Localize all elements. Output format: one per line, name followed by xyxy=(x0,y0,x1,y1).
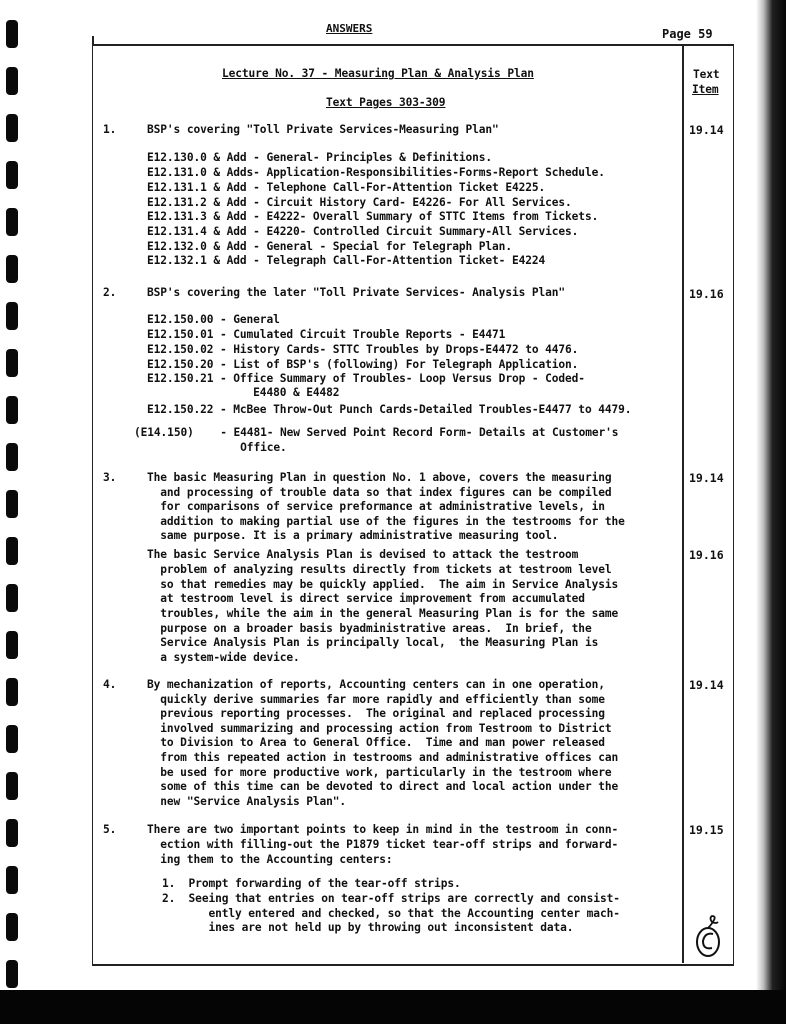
answer-heading: BSP's covering "Toll Private Services-Measuring Plan" xyxy=(147,123,499,136)
binder-hole xyxy=(6,819,18,847)
answer-line: E12.132.1 & Add - Telegraph Call-For-Attention Ticket- E4224 xyxy=(147,254,546,267)
binder-hole xyxy=(6,537,18,565)
answer-line: E12.150.20 - List of BSP's (following) For Telegraph Application. xyxy=(147,358,579,371)
sub-item: ently entered and checked, so that the Accounting center mach- xyxy=(162,907,620,920)
answer-line: E12.131.0 & Adds- Application-Responsibilities-Forms-Report Schedule. xyxy=(147,166,605,179)
answer-line: and processing of trouble data so that index figures can be compiled xyxy=(147,486,612,499)
text-item-ref: 19.15 xyxy=(689,823,724,837)
signature-mark-icon xyxy=(690,910,730,960)
binder-hole xyxy=(6,490,18,518)
answer-line: There are two important points to keep in mind in the testroom in conn- xyxy=(147,823,619,836)
text-item-ref: 19.16 xyxy=(689,287,724,301)
answer-line: same purpose. It is a primary administrative measuring tool. xyxy=(147,529,559,542)
column-header-item: Item xyxy=(692,83,719,96)
sub-item: 1. Prompt forwarding of the tear-off strips. xyxy=(162,877,461,890)
answer-line: ection with filling-out the P1879 ticket tear-off strips and forward- xyxy=(147,838,619,851)
scan-border xyxy=(0,990,786,1024)
answer-line: at testroom level is direct service improvement from accumulated xyxy=(147,592,585,605)
binder-hole xyxy=(6,725,18,753)
text-pages: Text Pages 303-309 xyxy=(326,96,446,109)
answer-line: problem of analyzing results directly from tickets at testroom level xyxy=(147,563,612,576)
answer-number: 5. xyxy=(103,823,117,836)
answer-line: The basic Measuring Plan in question No. 1 above, covers the measuring xyxy=(147,471,612,484)
binder-hole xyxy=(6,960,18,988)
binder-hole xyxy=(6,866,18,894)
answer-line: E12.150.01 - Cumulated Circuit Trouble Reports - E4471 xyxy=(147,328,506,341)
answer-line: involved summarizing and processing action from Testroom to District xyxy=(147,722,612,735)
answer-line: to Division to Area to General Office. Time and man power released xyxy=(147,736,605,749)
column-header-text: Text xyxy=(693,68,720,81)
answer-line: The basic Service Analysis Plan is devised to attack the testroom xyxy=(147,548,579,561)
answer-line: E12.150.02 - History Cards- STTC Troubles by Drops-E4472 to 4476. xyxy=(147,343,579,356)
page-edge-shadow xyxy=(756,0,786,990)
answer-line: troubles, while the aim in the general Measuring Plan is for the same xyxy=(147,607,619,620)
binder-hole xyxy=(6,302,18,330)
text-item-ref: 19.16 xyxy=(689,548,724,562)
answer-line: E12.131.3 & Add - E4222- Overall Summary of STTC Items from Tickets. xyxy=(147,210,599,223)
answer-line: Service Analysis Plan is principally local, the Measuring Plan is xyxy=(147,636,599,649)
binder-hole xyxy=(6,772,18,800)
answer-heading: BSP's covering the later "Toll Private Services- Analysis Plan" xyxy=(147,286,566,299)
answer-line: so that remedies may be quickly applied. The aim in Service Analysis xyxy=(147,578,619,591)
answer-line: previous reporting processes. The original and replaced processing xyxy=(147,707,605,720)
answer-line: E12.131.4 & Add - E4220- Controlled Circuit Summary-All Services. xyxy=(147,225,579,238)
answer-line: purpose on a broader basis byadministrative areas. In brief, the xyxy=(147,622,592,635)
answer-line: E12.132.0 & Add - General - Special for Telegraph Plan. xyxy=(147,240,512,253)
answer-line: from this repeated action in testrooms and administrative offices can xyxy=(147,751,619,764)
answer-line: new "Service Analysis Plan". xyxy=(147,795,347,808)
answer-number: 2. xyxy=(103,286,117,299)
answer-line: E12.150.00 - General xyxy=(147,313,280,326)
binder-hole xyxy=(6,161,18,189)
answer-line: a system-wide device. xyxy=(147,651,300,664)
answer-line: E12.131.1 & Add - Telephone Call-For-Attention Ticket E4225. xyxy=(147,181,546,194)
sub-item: 2. Seeing that entries on tear-off strips are correctly and consist- xyxy=(162,892,620,905)
answer-line: E12.131.2 & Add - Circuit History Card- E4226- For All Services. xyxy=(147,196,572,209)
text-item-ref: 19.14 xyxy=(689,471,724,485)
answer-number: 3. xyxy=(103,471,117,484)
binder-hole xyxy=(6,396,18,424)
sub-item: ines are not held up by throwing out inconsistent data. xyxy=(162,921,574,934)
binder-hole xyxy=(6,20,18,48)
text-item-ref: 19.14 xyxy=(689,123,724,137)
answer-line: By mechanization of reports, Accounting centers can in one operation, xyxy=(147,678,605,691)
page-number: Page 59 xyxy=(662,27,713,41)
answer-line: Office. xyxy=(134,441,287,454)
header-title: ANSWERS xyxy=(326,22,373,35)
binder-hole xyxy=(6,349,18,377)
answer-line: some of this time can be devoted to direct and local action under the xyxy=(147,780,619,793)
answer-line: be used for more productive work, particularly in the testroom where xyxy=(147,766,612,779)
answer-number: 1. xyxy=(103,123,117,136)
answer-line: (E14.150) - E4481- New Served Point Record Form- Details at Customer's xyxy=(134,426,619,439)
answer-line: E4480 & E4482 xyxy=(147,386,340,399)
answer-line: addition to making partial use of the figures in the testrooms for the xyxy=(147,515,625,528)
binder-hole xyxy=(6,114,18,142)
answer-line: quickly derive summaries far more rapidly and efficiently than some xyxy=(147,693,605,706)
binder-hole xyxy=(6,67,18,95)
binder-hole xyxy=(6,678,18,706)
binder-hole xyxy=(6,631,18,659)
binder-hole xyxy=(6,913,18,941)
lecture-title: Lecture No. 37 - Measuring Plan & Analysis Plan xyxy=(222,67,534,80)
binder-hole xyxy=(6,584,18,612)
binder-hole xyxy=(6,255,18,283)
column-divider xyxy=(682,46,684,963)
answer-line: E12.130.0 & Add - General- Principles & Definitions. xyxy=(147,151,493,164)
text-item-ref: 19.14 xyxy=(689,678,724,692)
answer-line: for comparisons of service preformance at administrative levels, in xyxy=(147,500,605,513)
binder-hole xyxy=(6,443,18,471)
answer-line: E12.150.21 - Office Summary of Troubles- Loop Versus Drop - Coded- xyxy=(147,372,585,385)
answer-number: 4. xyxy=(103,678,117,691)
answer-line: ing them to the Accounting centers: xyxy=(147,853,393,866)
binder-hole xyxy=(6,208,18,236)
answer-line: E12.150.22 - McBee Throw-Out Punch Cards-Detailed Troubles-E4477 to 4479. xyxy=(147,403,632,416)
